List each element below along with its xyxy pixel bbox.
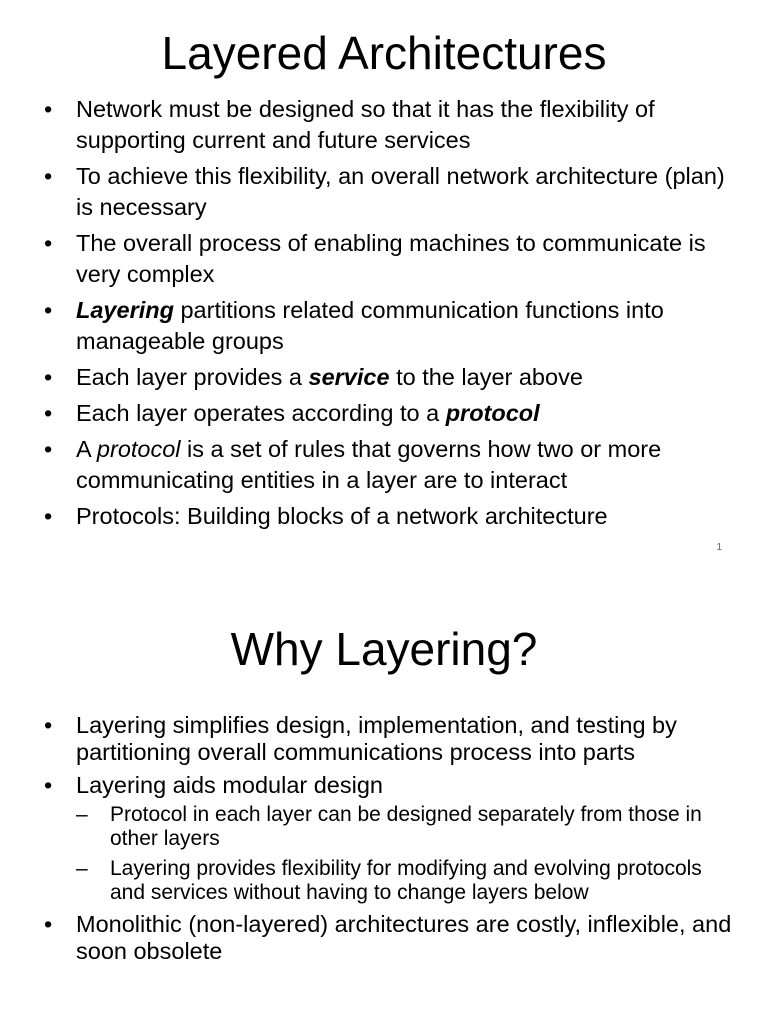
bullet-icon: • xyxy=(44,400,53,426)
bullet-text: Network must be designed so that it has the flexibility of supporting current and future services xyxy=(76,96,655,153)
list-item xyxy=(44,94,734,156)
bullet-list xyxy=(44,94,734,537)
emphasis-text: protocol xyxy=(445,400,540,426)
bullet-text: A xyxy=(76,436,97,462)
list-item xyxy=(44,772,734,905)
list-item xyxy=(44,911,734,965)
sub-bullet-list xyxy=(76,803,734,905)
list-item xyxy=(44,228,734,290)
list-item xyxy=(44,362,734,393)
list-item xyxy=(44,712,734,766)
bullet-text: Each layer provides a xyxy=(76,364,309,390)
bullet-list xyxy=(44,712,734,971)
list-item xyxy=(44,161,734,223)
bullet-text: Monolithic (non-layered) architectures are costly, inflexible, and soon obsolete xyxy=(76,911,732,964)
bullet-icon: • xyxy=(44,436,53,462)
list-item xyxy=(44,501,734,532)
bullet-text: Each layer operates according to a xyxy=(76,400,446,426)
bullet-icon: • xyxy=(44,772,53,798)
bullet-text: partitions related communication functions into manageable groups xyxy=(76,297,664,354)
sub-list-item xyxy=(76,803,734,851)
bullet-text: Protocols: Building blocks of a network architecture xyxy=(76,503,608,529)
list-item xyxy=(44,295,734,357)
bullet-text: To achieve this flexibility, an overall network architecture (plan) is necessary xyxy=(76,163,725,220)
italic-text: protocol xyxy=(96,436,181,462)
sub-list-item xyxy=(76,857,734,905)
bullet-icon: • xyxy=(44,503,53,529)
bullet-icon: • xyxy=(44,163,53,189)
bullet-icon: • xyxy=(44,712,53,738)
slide-title: Layered Architectures xyxy=(161,27,607,79)
bullet-text: Layering simplifies design, implementation, and testing by partitioning overall communications process into parts xyxy=(76,712,677,765)
slide-why-layering xyxy=(0,576,768,1024)
list-item xyxy=(44,398,734,429)
sub-bullet-text: Layering provides flexibility for modifying and evolving protocols and services without having to change layers below xyxy=(110,857,702,904)
dash-icon: – xyxy=(76,857,88,880)
bullet-icon: • xyxy=(44,364,53,390)
page-number: 1 xyxy=(716,542,722,553)
bullet-text: The overall process of enabling machines to communicate is very complex xyxy=(76,230,706,287)
bullet-text: Layering aids modular design xyxy=(76,772,383,798)
bullet-icon: • xyxy=(44,96,53,122)
emphasis-text: service xyxy=(308,364,390,390)
emphasis-text: Layering xyxy=(76,297,174,323)
list-item xyxy=(44,434,734,496)
bullet-icon: • xyxy=(44,230,53,256)
sub-bullet-text: Protocol in each layer can be designed separately from those in other layers xyxy=(110,803,702,850)
bullet-icon: • xyxy=(44,911,53,937)
bullet-icon: • xyxy=(44,297,53,323)
slide-title: Why Layering? xyxy=(230,623,538,675)
bullet-text: to the layer above xyxy=(389,364,583,390)
bullet-text: is a set of rules that governs how two or more communicating entities in a layer are to interact xyxy=(76,436,662,493)
dash-icon: – xyxy=(76,803,88,826)
